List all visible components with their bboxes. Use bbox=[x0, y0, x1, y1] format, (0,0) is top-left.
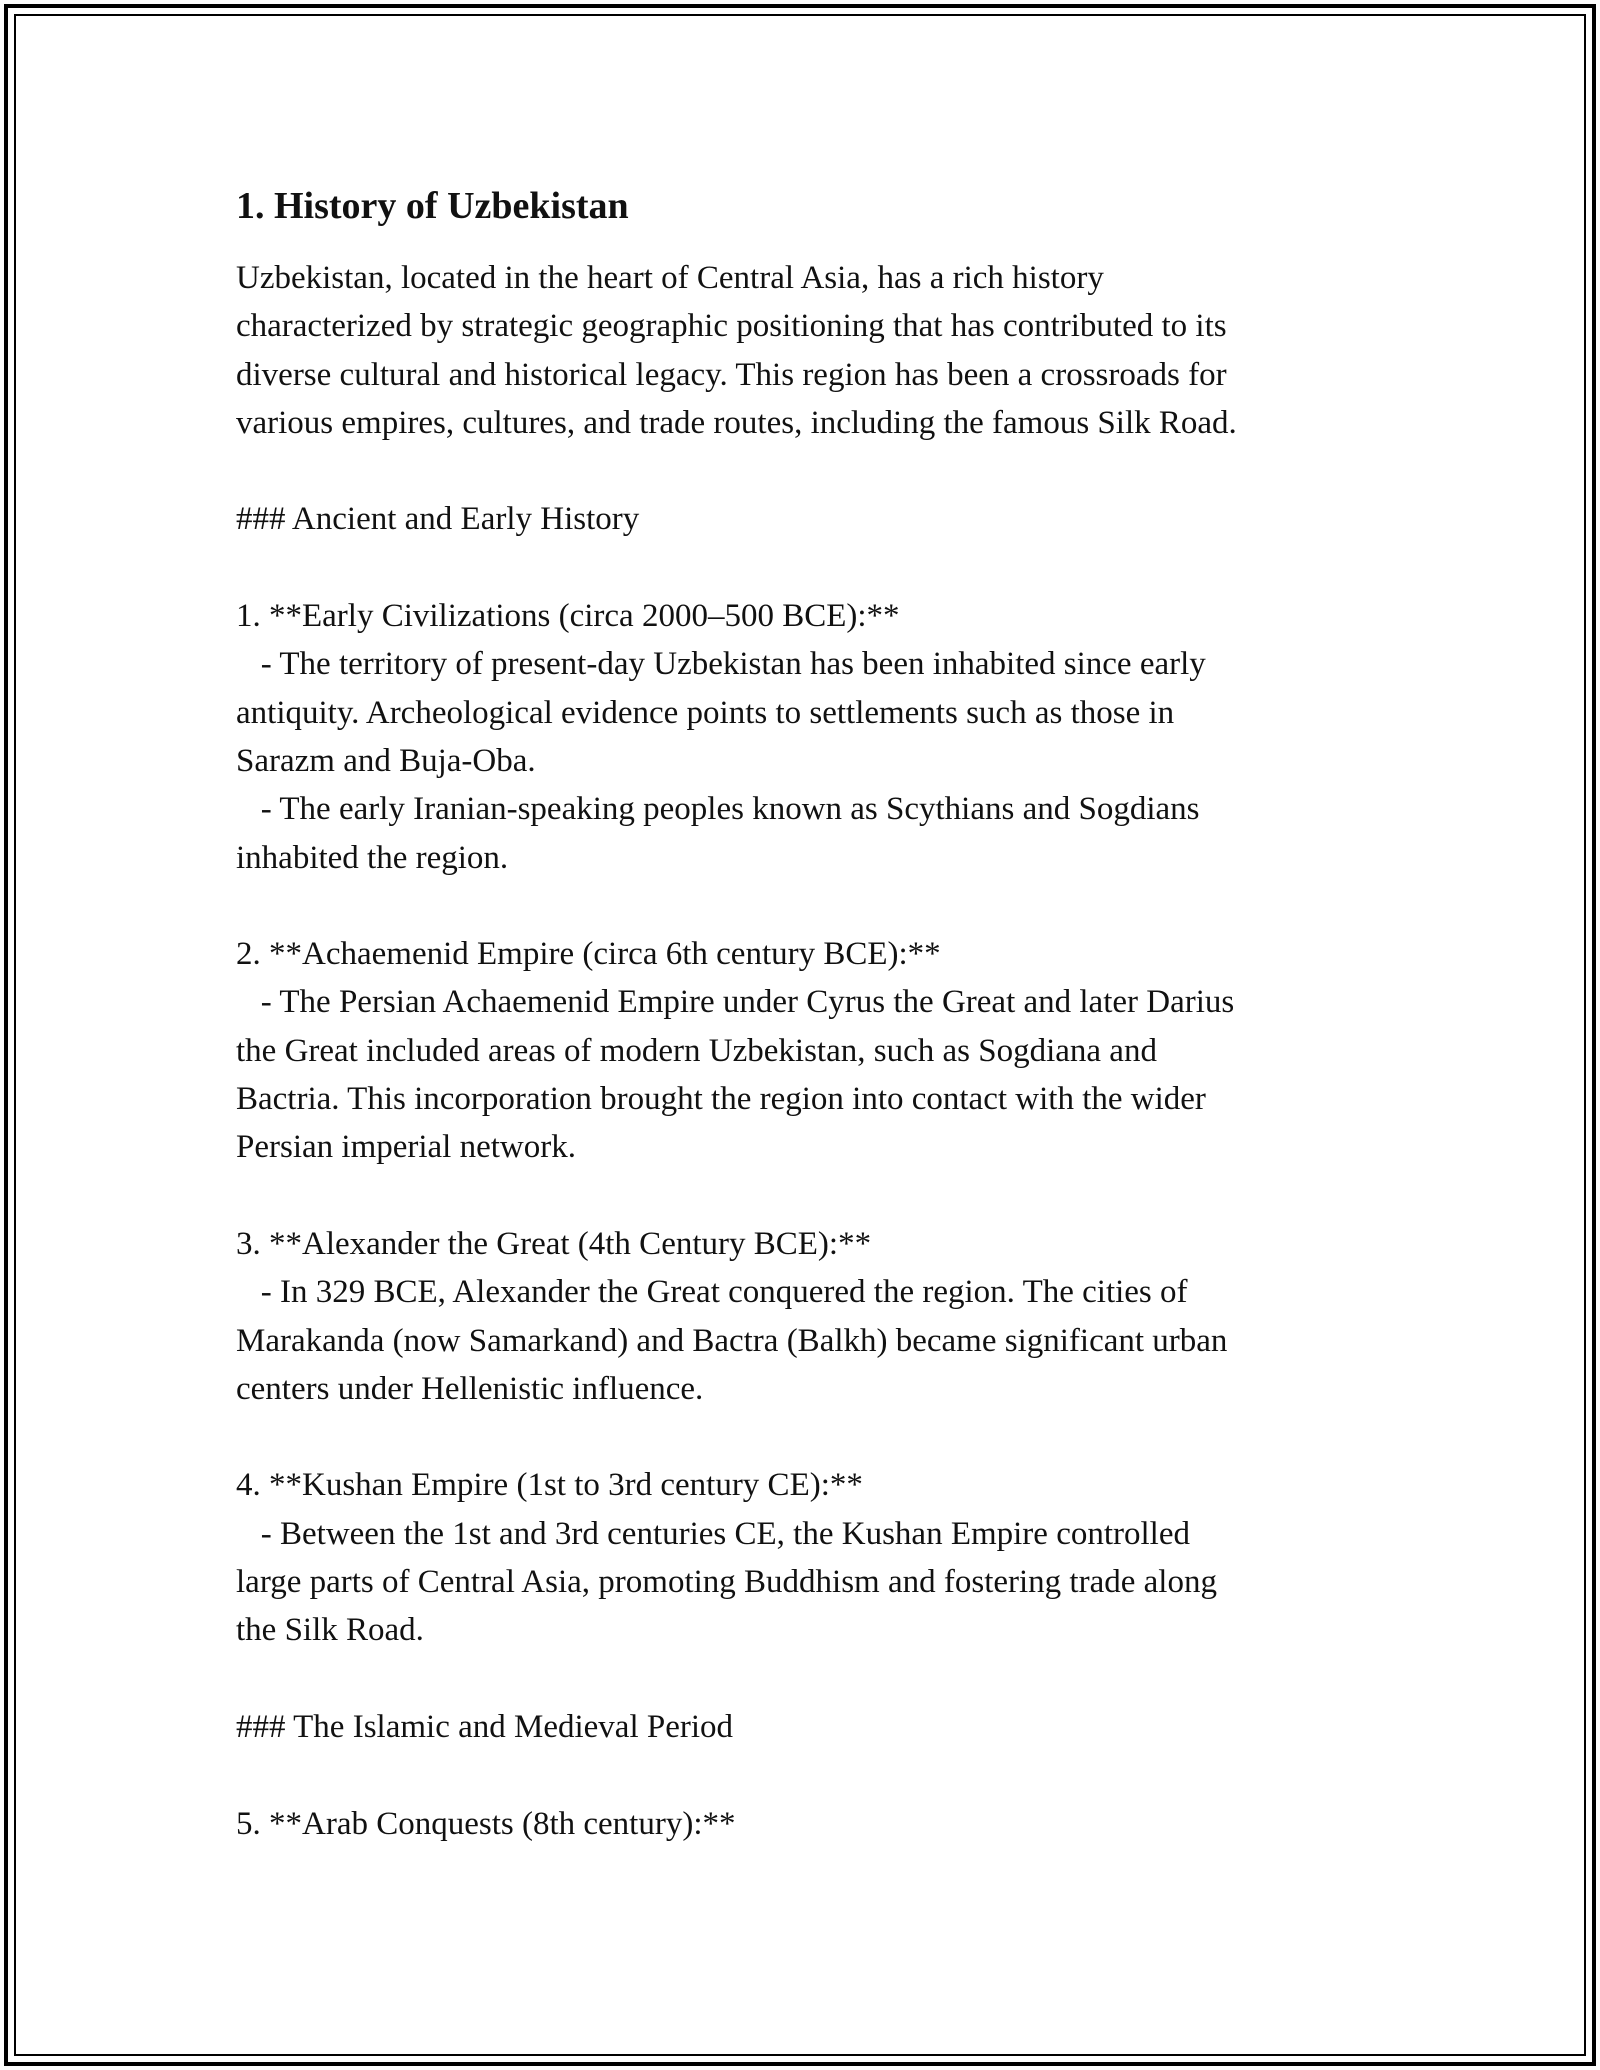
document-page bbox=[236, 182, 1376, 1848]
document-title: 1. History of Uzbekistan bbox=[236, 185, 629, 227]
document-body: Uzbekistan, located in the heart of Central Asia, has a rich history characterized by strategic geographic positioning that has contributed to its diverse cultural and historical legacy. This region has been a crossroads for various empires, cultures, and trade routes, including the famous Silk Road. ### Ancient and Early History 1. **Early Civilizations (circa 2000–500 BCE):** - The territory of present-day Uzbekistan has been inhabited since early antiquity. Archeological evidence points to settlements such as those in Sarazm and Buja-Oba. - The early Iranian-speaking peoples known as Scythians and Sogdians inhabited the region. 2. **Achaemenid Empire (circa 6th century BCE):** - The Persian Achaemenid Empire under Cyrus the Great and later Darius the Great included areas of modern Uzbekistan, such as Sogdiana and Bactria. This incorporation brought the region into contact with the wider Persian imperial network. 3. **Alexander the Great (4th Century BCE):** - In 329 BCE, Alexander the Great conquered the region. The cities of Marakanda (now Samarkand) and Bactra (Balkh) became significant urban centers under Hellenistic influence. 4. **Kushan Empire (1st to 3rd century CE):** - Between the 1st and 3rd centuries CE, the Kushan Empire controlled large parts of Central Asia, promoting Buddhism and fostering trade along the Silk Road. ### The Islamic and Medieval Period 5. **Arab Conquests (8th century):** bbox=[236, 260, 1237, 1842]
